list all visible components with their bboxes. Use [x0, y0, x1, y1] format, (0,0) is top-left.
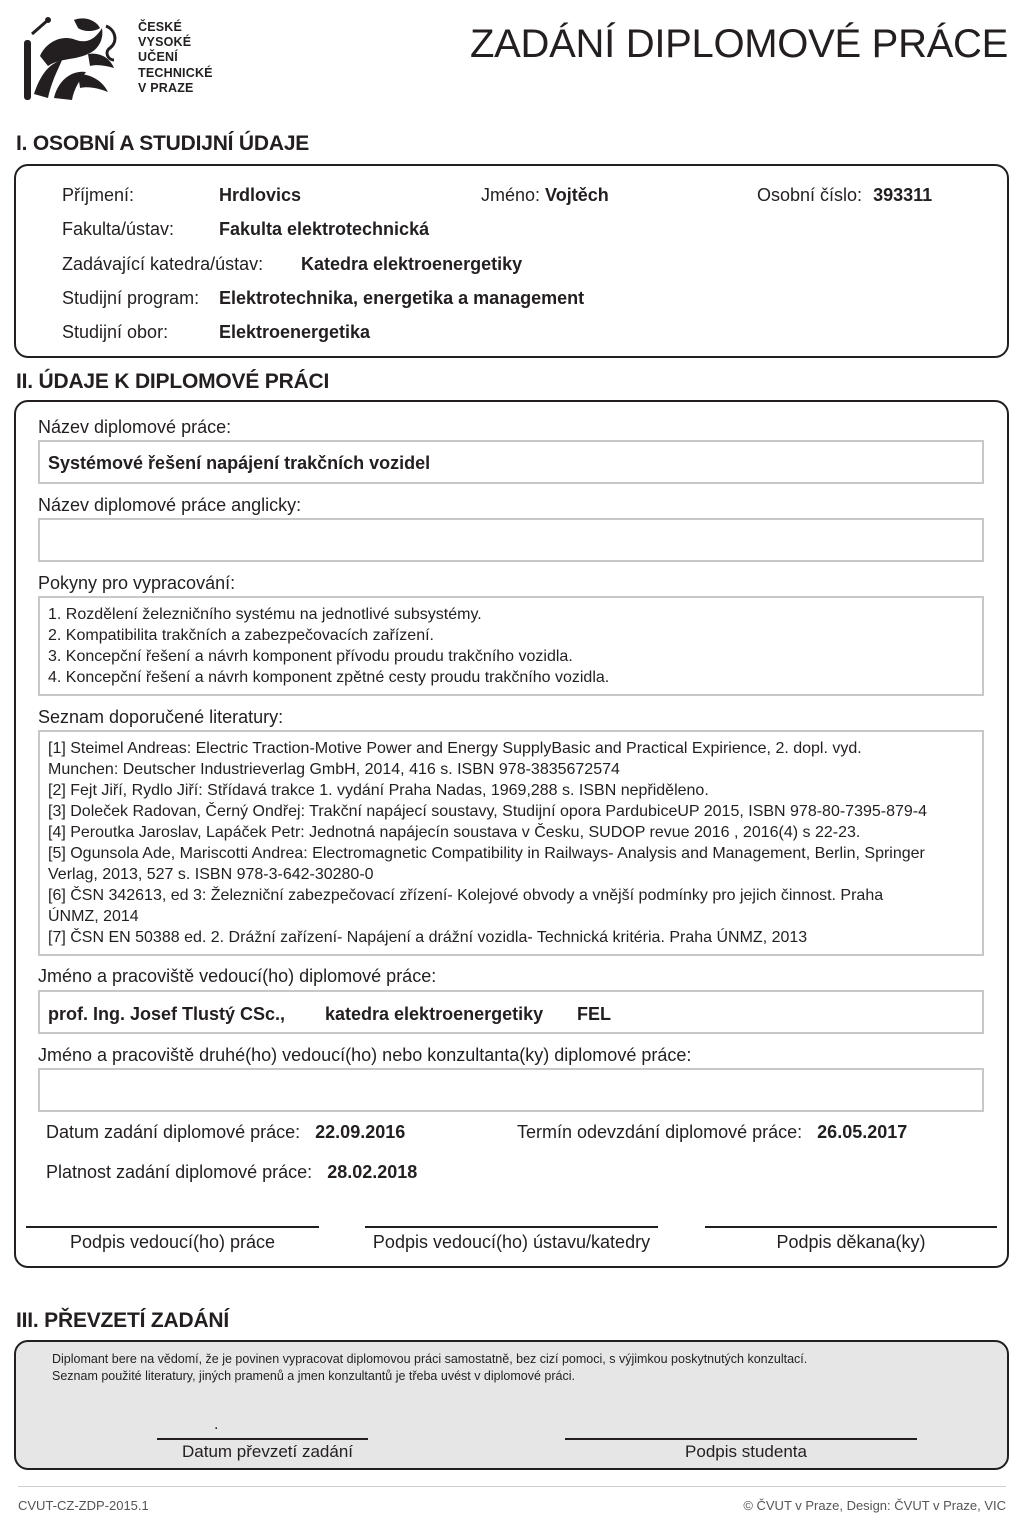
literature-line: [7] ČSN EN 50388 ed. 2. Drážní zařízení- Napájení a drážní vozidla- Technická kritéria. Praha ÚNMZ, 2013 — [48, 929, 808, 946]
deadline-value: 26.05.2017 — [817, 1122, 908, 1142]
deadline-label: Termín odevzdání diplomové práce: — [517, 1122, 803, 1142]
assigned-date-label: Datum zadání diplomové práce: — [46, 1122, 301, 1142]
thesis-title-label: Název diplomové práce: — [38, 417, 232, 437]
instruction-item: 2. Kompatibilita trakčních a zabezpečovacích zařízení. — [48, 627, 434, 644]
name-label: Jméno: — [481, 185, 541, 205]
program-label: Studijní program: — [62, 288, 200, 308]
logo-line: VYSOKÉ — [138, 35, 192, 50]
personal-number-row — [757, 185, 932, 206]
logo-line: UČENÍ — [138, 50, 178, 65]
literature-line: [1] Steimel Andreas: Electric Traction-Motive Power and Energy SupplyBasic and Practical Expirience, 2. dopl. vyd. — [48, 740, 862, 757]
section1-heading: I. OSOBNÍ A STUDIJNÍ ÚDAJE — [16, 132, 310, 155]
thesis-title-en-label: Název diplomové práce anglicky: — [38, 495, 302, 515]
dean-signature-line — [705, 1226, 997, 1228]
name-value: Vojtěch — [545, 185, 609, 205]
thesis-title-value: Systémové řešení napájení trakčních vozidel — [48, 453, 431, 473]
copyright: © ČVUT v Praze, Design: ČVUT v Praze, VIC — [743, 1498, 1006, 1513]
head-signature-line — [365, 1226, 658, 1228]
faculty-value: Fakulta elektrotechnická — [219, 219, 430, 239]
field-of-study-label: Studijní obor: — [62, 322, 169, 342]
instructions-field — [38, 596, 984, 696]
section2-heading: II. ÚDAJE K DIPLOMOVÉ PRÁCI — [16, 370, 330, 393]
supervisor-field — [38, 990, 984, 1034]
instruction-item: 4. Koncepční řešení a návrh komponent zpětné cesty proudu trakčního vozidla. — [48, 669, 610, 686]
instruction-item: 1. Rozdělení železničního systému na jednotlivé subsystémy. — [48, 606, 482, 623]
literature-line: Verlag, 2013, 527 s. ISBN 978-3-642-30280-0 — [48, 866, 374, 883]
thesis-title-en-field — [38, 518, 984, 562]
student-signature-line — [565, 1438, 917, 1440]
acceptance-notice-2: Seznam použité literatury, jiných pramenů a jmen konzultantů je třeba uvést v diplomové práci. — [52, 1369, 575, 1383]
logo-line: TECHNICKÉ — [138, 65, 213, 80]
name-row — [481, 185, 609, 206]
supervisor-department: katedra elektroenergetiky — [325, 1004, 544, 1024]
logo-wordmark — [138, 20, 213, 96]
acceptance-notice-1: Diplomant bere na vědomí, že je povinen vypracovat diplomovou práci samostatně, bez cizí pomoci, s výjimkou poskytnutých konzultací. — [52, 1352, 808, 1366]
assigned-date-value: 22.09.2016 — [315, 1122, 406, 1142]
department-value: Katedra elektroenergetiky — [301, 254, 523, 274]
dean-signature-caption: Podpis děkana(ky) — [776, 1232, 926, 1252]
document-title: ZADÁNÍ DIPLOMOVÉ PRÁCE — [470, 22, 1008, 66]
deadline-row — [517, 1122, 907, 1143]
literature-line: [2] Fejt Jiří, Rydlo Jiří: Střídavá trakce 1. vydání Praha Nadas, 1969,288 s. ISBN nepřiděleno. — [48, 782, 709, 799]
literature-label: Seznam doporučené literatury: — [38, 707, 284, 727]
instructions-label: Pokyny pro vypracování: — [38, 573, 236, 593]
head-signature-caption: Podpis vedoucí(ho) ústavu/katedry — [372, 1232, 651, 1252]
validity-row — [46, 1162, 417, 1183]
surname-label: Příjmení: — [62, 185, 135, 205]
faculty-label: Fakulta/ústav: — [62, 219, 175, 239]
student-signature-caption: Podpis studenta — [685, 1442, 807, 1461]
literature-line: [4] Peroutka Jaroslav, Lapáček Petr: Jednotná napájecín soustava v Česku, SUDOP revue 2016 , 2016(4) s 22-23. — [48, 824, 861, 841]
instruction-item: 3. Koncepční řešení a návrh komponent přívodu proudu trakčního vozidla. — [48, 648, 573, 665]
consultant-field — [38, 1068, 984, 1112]
assigned-date-row — [46, 1122, 405, 1143]
acceptance-date-line — [157, 1438, 368, 1440]
lion-emblem-icon — [18, 14, 128, 104]
surname-row — [62, 185, 134, 206]
footer-divider — [18, 1486, 1006, 1487]
validity-label: Platnost zadání diplomové práce: — [46, 1162, 313, 1182]
acceptance-date-caption: Datum převzetí zadání — [181, 1442, 354, 1461]
field-of-study-value: Elektroenergetika — [219, 322, 371, 342]
literature-line: [6] ČSN 342613, ed 3: Železniční zabezpečovací zřízení- Kolejové obvody a vnější podmínky pro jejich činnost. Praha — [48, 887, 884, 904]
thesis-title-field — [38, 440, 984, 484]
literature-line: Munchen: Deutscher Industrieverlag GmbH, 2014, 416 s. ISBN 978-3835672574 — [48, 761, 620, 778]
instructions-list — [48, 604, 978, 688]
supervisor-signature-caption: Podpis vedoucí(ho) práce — [69, 1232, 276, 1252]
section3-heading: III. PŘEVZETÍ ZADÁNÍ — [16, 1309, 230, 1332]
logo-line: V PRAZE — [138, 80, 194, 95]
validity-value: 28.02.2018 — [327, 1162, 418, 1182]
form-code: CVUT-CZ-ZDP-2015.1 — [18, 1498, 149, 1513]
supervisor-faculty: FEL — [577, 1004, 611, 1024]
surname-value: Hrdlovics — [219, 185, 302, 205]
supervisor-name: prof. Ing. Josef Tlustý CSc., — [48, 1004, 286, 1024]
consultant-label: Jméno a pracoviště druhé(ho) vedoucí(ho) nebo konzultanta(ky) diplomové práce: — [38, 1045, 692, 1065]
literature-line: [3] Doleček Radovan, Černý Ondřej: Trakční napájecí soustavy, Studijní opora PardubiceUP 2015, ISBN 978-80-7395-879-4 — [48, 803, 928, 820]
literature-line: ÚNMZ, 2014 — [48, 908, 139, 925]
literature-line: [5] Ogunsola Ade, Mariscotti Andrea: Electromagnetic Compatibility in Railways- Analysis and Management, Berlin, Springer — [48, 845, 925, 862]
literature-list — [48, 738, 978, 948]
logo-line: ČESKÉ — [138, 20, 183, 34]
date-dot: . — [214, 1416, 219, 1433]
department-label: Zadávající katedra/ústav: — [62, 254, 264, 274]
literature-field — [38, 730, 984, 956]
program-value: Elektrotechnika, energetika a management — [219, 288, 585, 308]
supervisor-signature-line — [26, 1226, 319, 1228]
personal-number-label: Osobní číslo: — [757, 185, 863, 205]
university-logo — [18, 14, 238, 106]
supervisor-label: Jméno a pracoviště vedoucí(ho) diplomové práce: — [38, 966, 437, 986]
personal-number-value: 393311 — [873, 185, 933, 205]
